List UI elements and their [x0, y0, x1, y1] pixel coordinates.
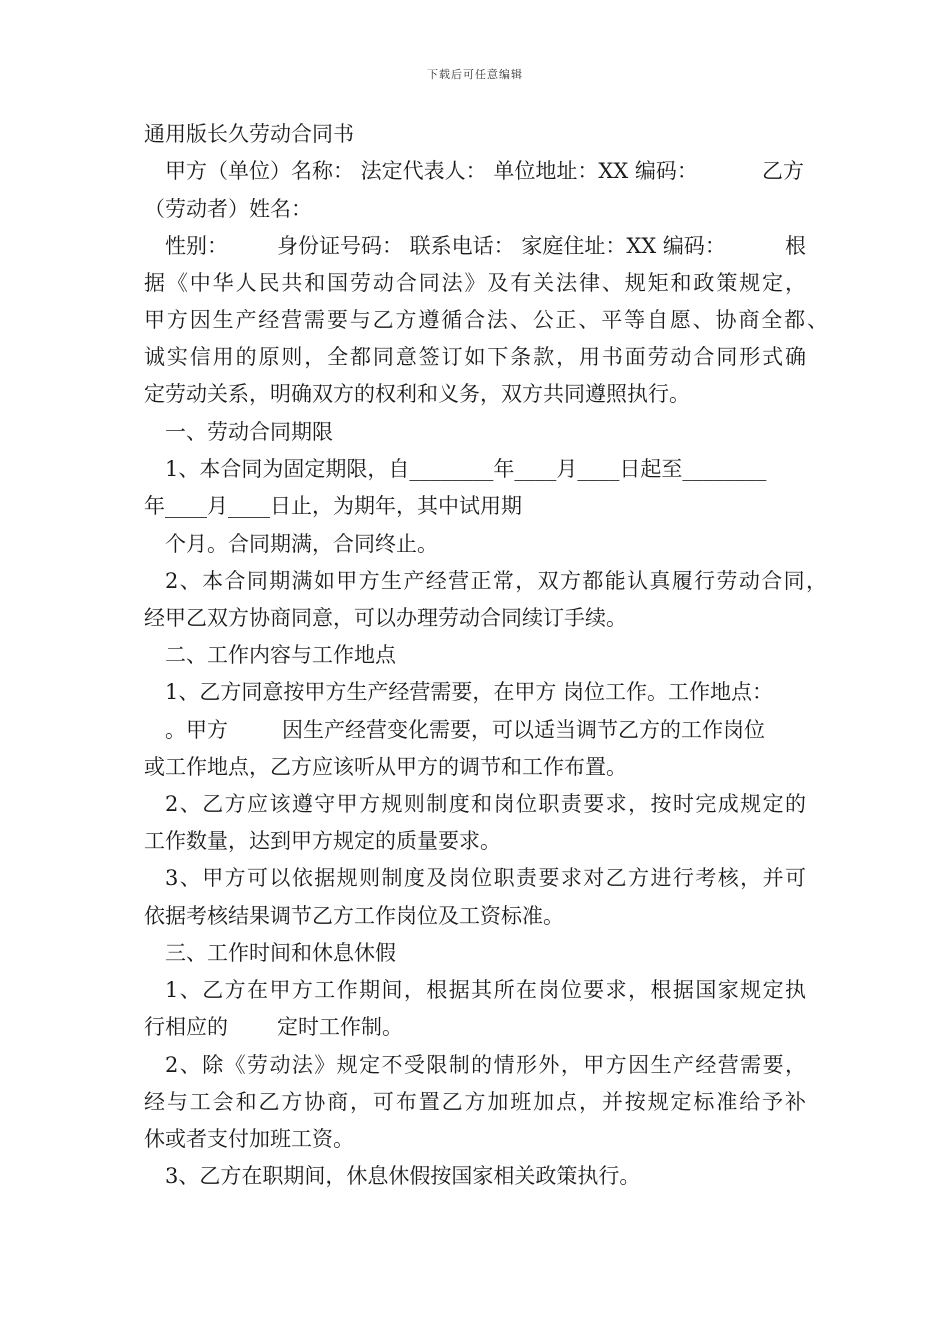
page-header-note: 下载后可任意编辑 [427, 68, 523, 81]
clause-2-1-cont-a: 。甲方 [165, 718, 228, 742]
clause-3-1: 1、乙方在甲方工作期间，根据其所在岗位要求，根据国家规定执 [165, 978, 806, 1002]
paragraph-line: 甲方因生产经营需要与乙方遵循合法、公正、平等自愿、协商全都、 [144, 308, 828, 332]
clause-1-1: 1、本合同为固定期限，自________年____月____日起至________ [165, 457, 767, 481]
clause-3-2-end: 休或者支付加班工资。 [144, 1127, 354, 1151]
preamble-start: 根 [785, 234, 806, 258]
clause-2-1: 1、乙方同意按甲方生产经营需要，在甲方 岗位工作。工作地点： [165, 680, 774, 704]
clause-2-3: 3、甲方可以依据规则制度及岗位职责要求对乙方进行考核，并可 [165, 866, 806, 890]
party-b-label: 乙方 [762, 159, 804, 183]
party-b-name: （劳动者）姓名： [144, 197, 312, 221]
party-a-info: 甲方（单位）名称： 法定代表人： 单位地址：XX 编码： [165, 159, 698, 183]
clause-2-3-cont: 依据考核结果调节乙方工作岗位及工资标准。 [144, 904, 564, 928]
clause-2-2: 2、乙方应该遵守甲方规则制度和岗位职责要求，按时完成规定的 [165, 792, 806, 816]
party-b-contact: 身份证号码： 联系电话： 家庭住址：XX 编码： [277, 234, 726, 258]
clause-3-2-cont: 经与工会和乙方协商，可布置乙方加班加点，并按规定标准给予补 [144, 1090, 806, 1114]
clause-1-1-end: 个月。合同期满，合同终止。 [165, 532, 438, 556]
section-heading-1: 一、劳动合同期限 [165, 420, 333, 444]
clause-1-1-cont: 年____月____日止，为期年，其中试用期 [144, 494, 522, 518]
section-heading-3: 三、工作时间和休息休假 [165, 941, 396, 965]
contract-title: 通用版长久劳动合同书 [144, 122, 354, 146]
clause-3-1-cont-a: 行相应的 [144, 1015, 228, 1039]
clause-2-1-cont-b: 因生产经营变化需要，可以适当调节乙方的工作岗位 [282, 718, 765, 742]
paragraph-line: 诚实信用的原则，全都同意签订如下条款，用书面劳动合同形式确 [144, 345, 806, 369]
clause-3-3: 3、乙方在职期间，休息休假按国家相关政策执行。 [165, 1164, 641, 1188]
clause-2-1-end: 或工作地点，乙方应该听从甲方的调节和工作布置。 [144, 755, 627, 779]
clause-1-2-cont: 经甲乙双方协商同意，可以办理劳动合同续订手续。 [144, 606, 627, 630]
section-heading-2: 二、工作内容与工作地点 [165, 643, 396, 667]
clause-3-1-cont-b: 定时工作制。 [277, 1015, 403, 1039]
clause-2-2-cont: 工作数量，达到甲方规定的质量要求。 [144, 829, 501, 853]
paragraph-line: 据《中华人民共和国劳动合同法》及有关法律、规矩和政策规定， [144, 271, 806, 295]
paragraph-line: 定劳动关系，明确双方的权利和义务，双方共同遵照执行。 [144, 382, 690, 406]
clause-3-2: 2、除《劳动法》规定不受限制的情形外，甲方因生产经营需要， [165, 1053, 806, 1077]
clause-1-2: 2、本合同期满如甲方生产经营正常，双方都能认真履行劳动合同， [165, 569, 827, 593]
party-b-gender: 性别： [165, 234, 228, 258]
